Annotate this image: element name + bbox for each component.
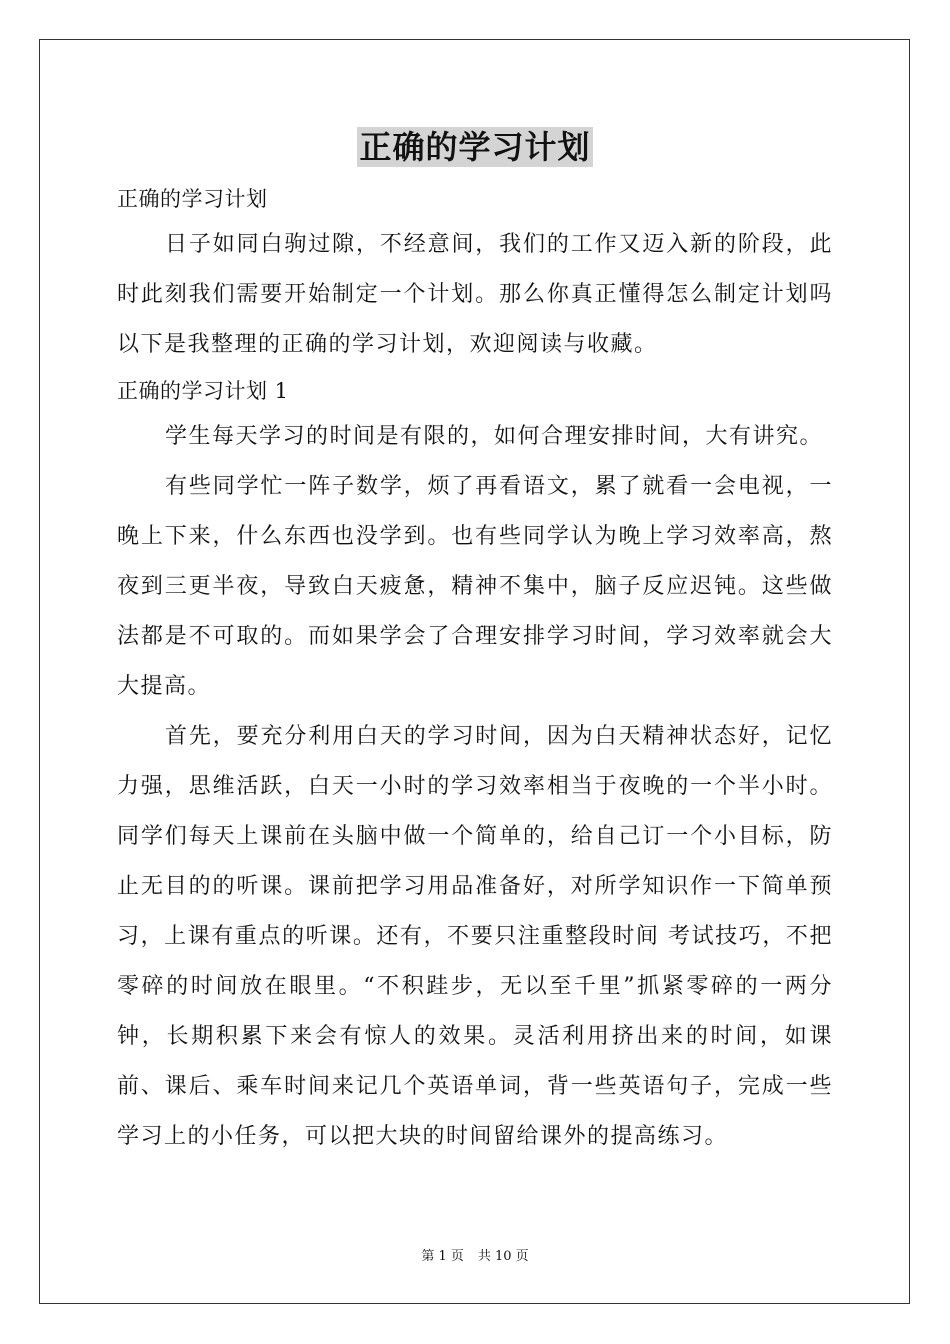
page-total: 共 10 页 — [477, 1249, 529, 1264]
section-heading: 正确的学习计划 1 — [117, 379, 289, 403]
paragraph: 有些同学忙一阵子数学，烦了再看语文，累了就看一会电视，一晚上下来，什么东西也没学到。也有些同学认为晚上学习效率高，熬夜到三更半夜，导致白天疲惫，精神不集中，脑子反应迟钝。这些做法都是不可取的。而如果学会了合理安排学习时间，学习效率就会大大提高。 — [117, 474, 833, 699]
page-footer — [0, 1248, 950, 1266]
document-body — [117, 178, 833, 1162]
intro-paragraph: 日子如同白驹过隙，不经意间，我们的工作又迈入新的阶段，此时此刻我们需要开始制定一个计划。那么你真正懂得怎么制定计划吗以下是我整理的正确的学习计划，欢迎阅读与收藏。 — [117, 232, 833, 357]
page-number: 第 1 页 — [421, 1249, 464, 1264]
title-container — [0, 127, 950, 167]
subtitle: 正确的学习计划 — [117, 187, 268, 211]
paragraph: 首先，要充分利用白天的学习时间，因为白天精神状态好，记忆力强，思维活跃，白天一小时的学习效率相当于夜晚的一个半小时。同学们每天上课前在头脑中做一个简单的，给自己订一个小目标，防止无目的的听课。课前把学习用品准备好，对所学知识作一下简单预习，上课有重点的听课。还有，不要只注重整段时间 考试技巧，不把零碎的时间放在眼里。“不积跬步，无以至千里”抓紧零碎的一两分钟，长期积累下来会有惊人的效果。灵活利用挤出来的时间，如课前、课后、乘车时间来记几个英语单词，背一些英语句子，完成一些学习上的小任务，可以把大块的时间留给课外的提高练习。 — [117, 724, 833, 1149]
document-title: 正确的学习计划 — [359, 128, 591, 166]
paragraph: 学生每天学习的时间是有限的，如何合理安排时间，大有讲究。 — [165, 424, 824, 449]
